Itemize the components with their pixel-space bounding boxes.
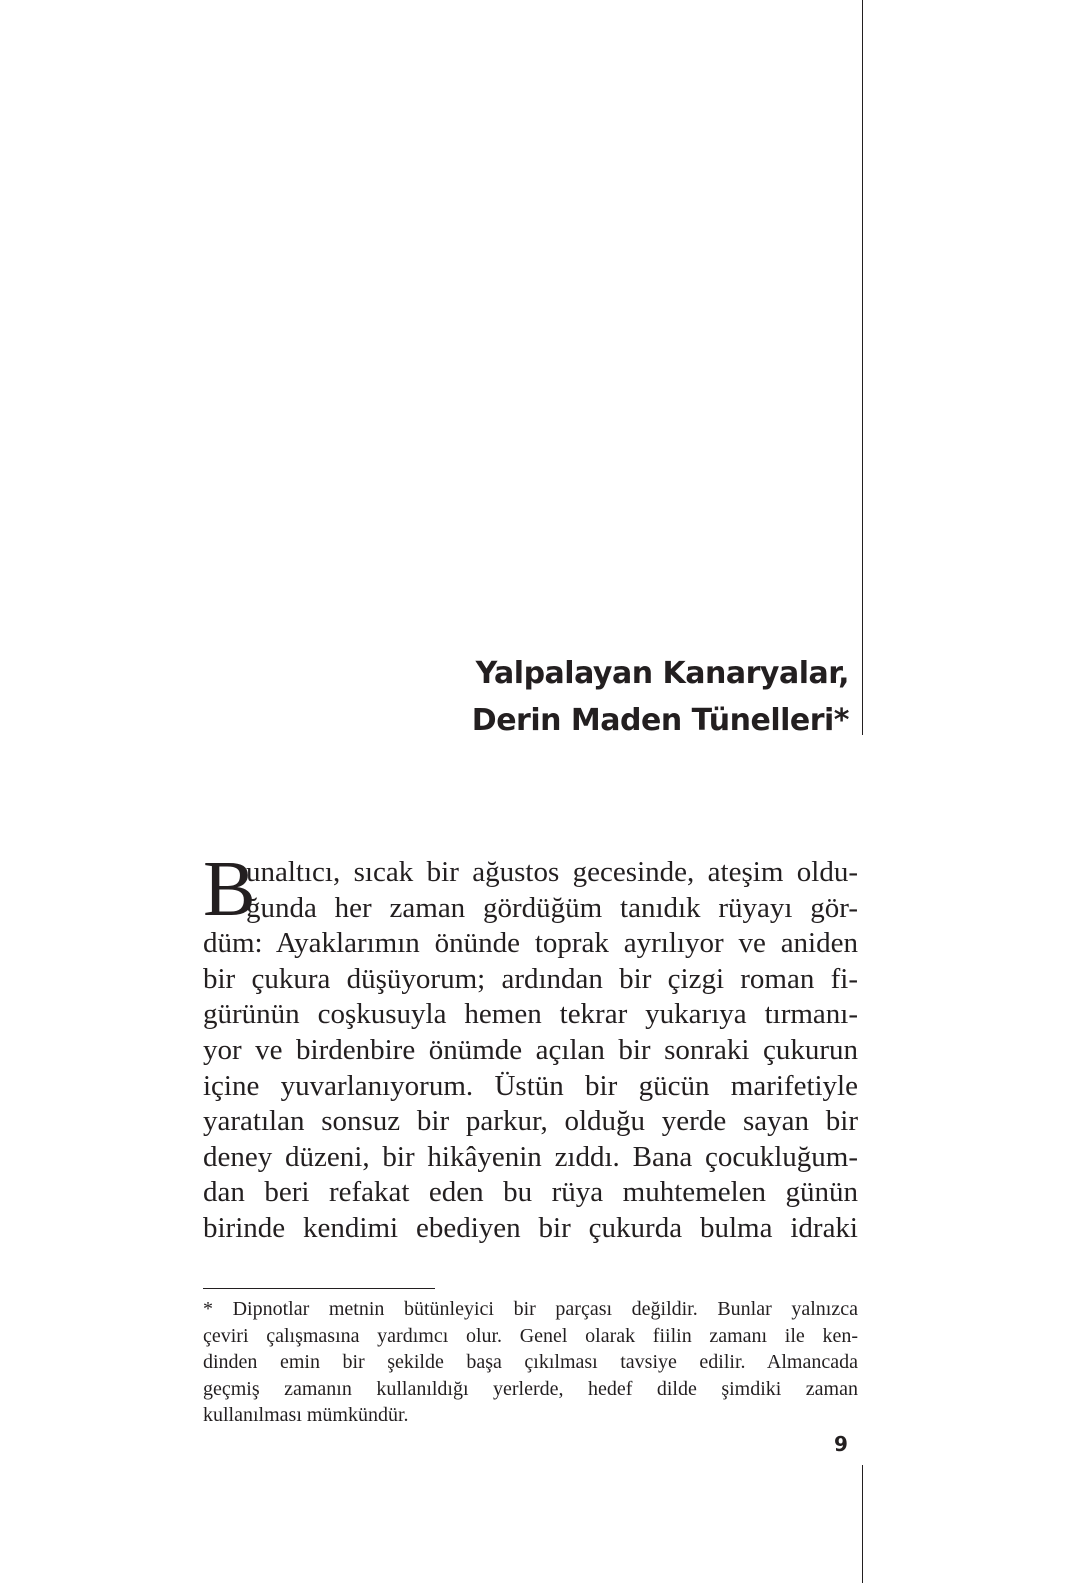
footnote-line: geçmiş zamanın kullanıldığı yerlerde, hedef dilde şimdiki zaman <box>203 1377 858 1400</box>
page-number: 9 <box>834 1432 848 1456</box>
footnote <box>203 1296 858 1429</box>
margin-rule-bottom <box>862 1465 863 1583</box>
body-line: yor ve birdenbire önümde açılan bir sonraki çukurun <box>203 1033 858 1066</box>
body-line: unaltıcı, sıcak bir ağustos gecesinde, ateşim oldu- <box>246 856 858 888</box>
footnote-line: çeviri çalışmasına yardımcı olur. Genel olarak fiilin zamanı ile ken- <box>203 1324 858 1347</box>
body-line: yaratılan sonsuz bir parkur, olduğu yerde sayan bir <box>203 1105 858 1138</box>
footnote-line: dinden emin bir şekilde başa çıkılması tavsiye edilir. Almancada <box>203 1351 858 1374</box>
body-line: bir çukura düşüyorum; ardından bir çizgi roman fi- <box>203 962 858 995</box>
footnote-line: kullanılması mümkündür. <box>203 1404 409 1427</box>
body-line: ğunda her zaman gördüğüm tanıdık rüyayı gör- <box>246 891 858 924</box>
body-line: düm: Ayaklarımın önünde toprak ayrılıyor ve aniden <box>203 927 858 960</box>
chapter-title <box>472 650 849 744</box>
chapter-title-line-1: Yalpalayan Kanaryalar, <box>475 656 849 691</box>
body-line: dan beri refakat eden bu rüya muhtemelen günün <box>203 1176 858 1209</box>
drop-cap: B <box>203 846 256 933</box>
body-line: içine yuvarlanıyorum. Üstün bir gücün marifetiyle <box>203 1069 858 1102</box>
body-line: gürünün coşkusuyla hemen tekrar yukarıya tırmanı- <box>203 998 858 1031</box>
margin-rule-top <box>862 0 863 735</box>
chapter-title-line-2: Derin Maden Tünelleri* <box>471 703 849 738</box>
body-paragraph <box>203 846 858 1247</box>
footnote-line: * Dipnotlar metnin bütünleyici bir parçası değildir. Bunlar yalnızca <box>203 1298 858 1320</box>
footnote-rule <box>203 1288 435 1289</box>
body-line: birinde kendimi ebediyen bir çukurda bulma idraki <box>203 1211 858 1244</box>
body-line: deney düzeni, bir hikâyenin zıddı. Bana çocukluğum- <box>203 1140 858 1173</box>
